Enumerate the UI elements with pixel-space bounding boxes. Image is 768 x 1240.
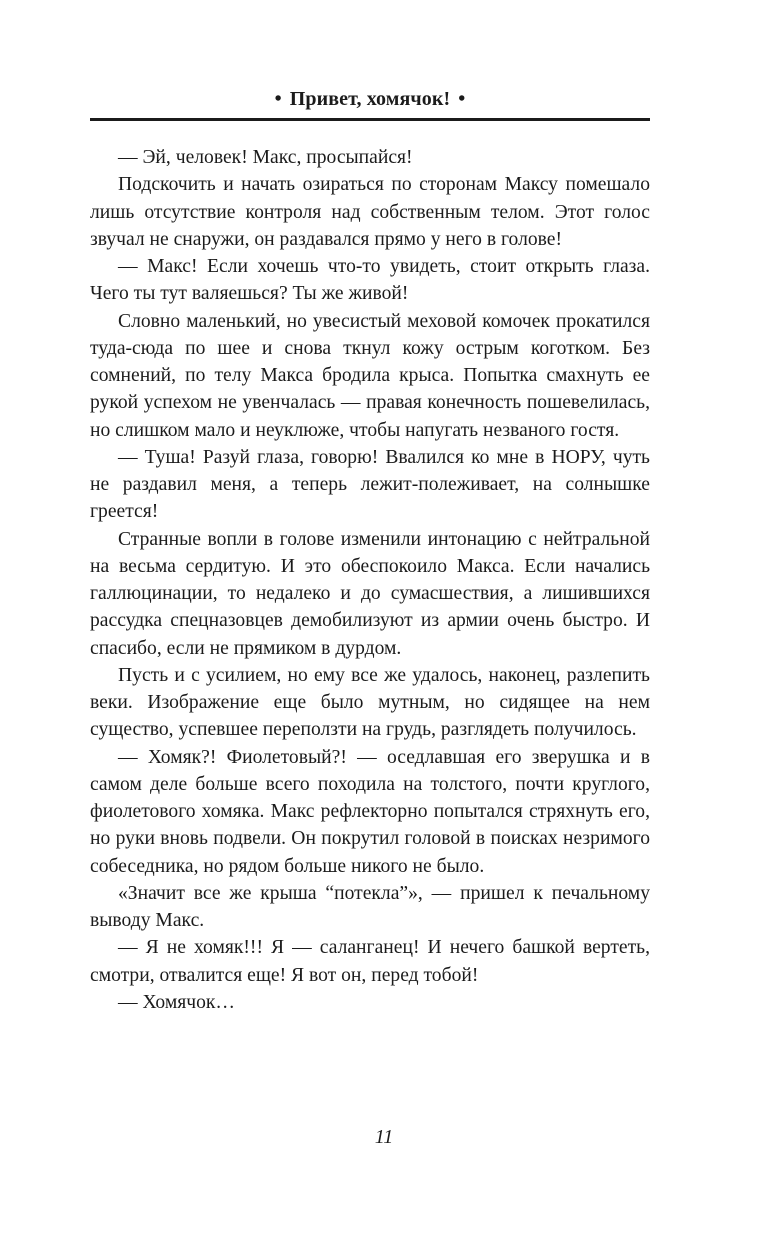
header-rule xyxy=(90,118,650,121)
header-bullet-right: • xyxy=(458,88,466,110)
paragraph: Пусть и с усилием, но ему все же удалось, наконец, разлепить веки. Изображение еще было мутным, но сидящее на нем существо, успевшее переползти на грудь, разглядеть получилось. xyxy=(90,664,650,741)
paragraph: — Хомяк?! Фиолетовый?! — оседлавшая его зверушка и в самом деле больше всего походила на толстого, почти круглого, фиолетового хомяка. Макс рефлекторно попытался стряхнуть его, но руки вновь подвели. Он покрутил головой в поисках незримого собеседника, но рядом больше никого не было. xyxy=(90,746,650,877)
paragraph: Словно маленький, но увесистый меховой комочек прокатился туда-сюда по шее и снова ткнул кожу острым коготком. Без сомнений, по телу Макса бродила крыса. Попытка смахнуть ее рукой успехом не увенчалась — правая конечность пошевелилась, но слишком мало и неуклюже, чтобы напугать незваного гостя. xyxy=(90,310,650,441)
paragraph: Странные вопли в голове изменили интонацию с нейтральной на весьма сердитую. И это обеспокоило Макса. Если начались галлюцинации, то недалеко и до сумасшествия, а лишившихся рассудка спецназовцев демобилизуют из армии очень быстро. И спасибо, если не прямиком в дурдом. xyxy=(90,528,650,659)
paragraph: Подскочить и начать озираться по сторонам Максу помешало лишь отсутствие контроля над собственным телом. Этот голос звучал не снаружи, он раздавался прямо у него в голове! xyxy=(90,174,650,250)
page-number: 11 xyxy=(374,1126,394,1148)
running-head xyxy=(90,86,650,112)
paragraph: — Макс! Если хочешь что-то увидеть, стоит открыть глаза. Чего ты тут валяешься? Ты же живой! xyxy=(90,256,650,305)
body-text xyxy=(90,144,650,1016)
header-bullet-left: • xyxy=(274,88,282,110)
paragraph: «Значит все же крыша “потекла”», — пришел к печальному выводу Макс. xyxy=(90,882,650,931)
paragraph: — Эй, человек! Макс, просыпайся! xyxy=(118,147,413,168)
paragraph: — Хомячок… xyxy=(118,991,236,1013)
paragraph: — Я не хомяк!!! Я — саланганец! И нечего башкой вертеть, смотри, отвалится еще! Я вот он, перед тобой! xyxy=(90,937,650,986)
paragraph: — Туша! Разуй глаза, говорю! Ввалился ко мне в НОРУ, чуть не раздавил меня, а теперь лежит-полеживает, на солнышке греется! xyxy=(90,446,650,523)
running-head-title: Привет, хомячок! xyxy=(289,88,451,110)
